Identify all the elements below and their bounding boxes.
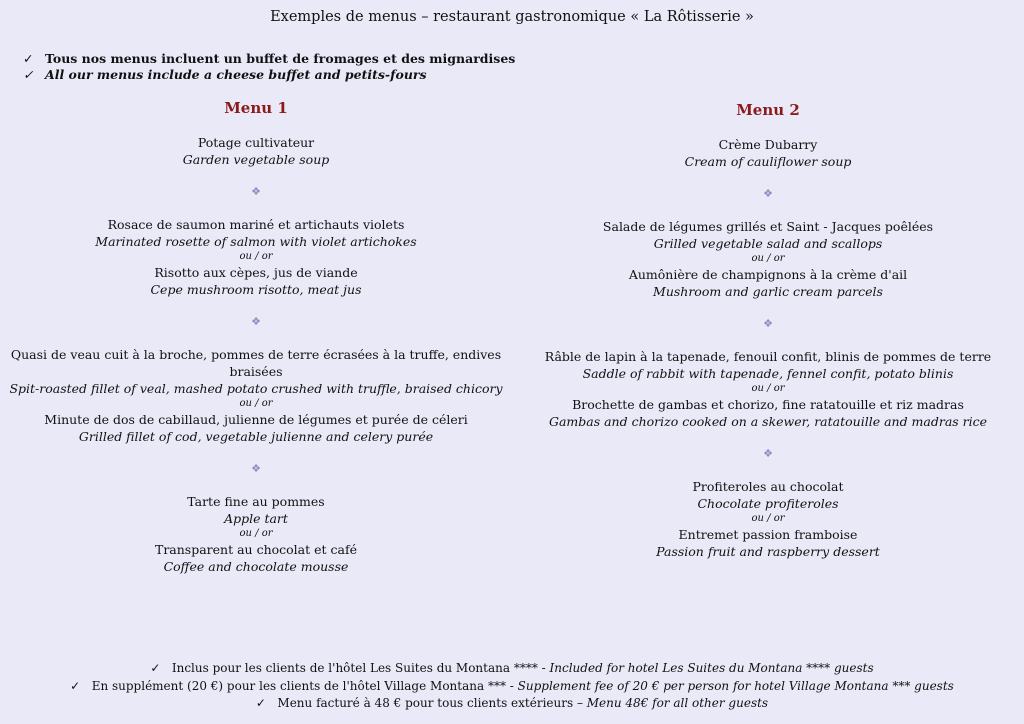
dish-fr: Râble de lapin à la tapenade, fenouil confit, blinis de pommes de terre xyxy=(544,349,992,364)
dish-en: Gambas and chorizo cooked on a skewer, ratatouille and madras rice xyxy=(548,414,988,429)
dish-en: Cream of cauliflower soup xyxy=(684,154,852,169)
dish-en: Cepe mushroom risotto, meat jus xyxy=(150,282,362,297)
intro-line-en xyxy=(23,67,427,82)
dish-en: Passion fruit and raspberry dessert xyxy=(656,544,880,559)
footer-line xyxy=(0,679,1024,693)
checkmark-icon: ✓ xyxy=(255,696,266,710)
or-label: ou / or xyxy=(239,528,273,539)
separator-icon: ❖ xyxy=(763,317,773,330)
checkmark-icon: ✓ xyxy=(150,661,161,675)
dish-fr: Transparent au chocolat et café xyxy=(154,542,357,557)
dish-fr: Salade de légumes grillés et Saint - Jacques poêlées xyxy=(602,219,934,234)
separator-icon: ❖ xyxy=(251,462,261,475)
dish-fr: Risotto aux cèpes, jus de viande xyxy=(154,265,358,280)
dish-fr: Brochette de gambas et chorizo, fine ratatouille et riz madras xyxy=(572,397,964,412)
dish-fr: Tarte fine au pommes xyxy=(187,494,325,509)
checkmark-icon: ✓ xyxy=(23,67,34,82)
or-label: ou / or xyxy=(751,383,785,394)
dish-en: Chocolate profiteroles xyxy=(697,496,839,511)
dish-en: Mushroom and garlic cream parcels xyxy=(653,284,883,299)
dish-en: Apple tart xyxy=(224,511,288,526)
intro-line-fr xyxy=(23,51,515,66)
footer-line xyxy=(0,661,1024,675)
menu-1 xyxy=(0,100,512,575)
dish-en: Grilled fillet of cod, vegetable julienne and celery purée xyxy=(78,429,434,444)
separator-icon: ❖ xyxy=(251,185,261,198)
footer-fr: En supplément (20 €) pour les clients de l'hôtel Village Montana *** - xyxy=(91,679,518,693)
separator-icon: ❖ xyxy=(763,187,773,200)
dish-en: Grilled vegetable salad and scallops xyxy=(653,236,883,251)
footer-fr: Menu facturé à 48 € pour tous clients extérieurs – xyxy=(277,696,587,710)
separator-icon: ❖ xyxy=(251,315,261,328)
dish-en: Spit-roasted fillet of veal, mashed potato crushed with truffle, braised chicory xyxy=(9,381,503,396)
dish-fr: Minute de dos de cabillaud, julienne de légumes et purée de céleri xyxy=(44,412,468,427)
footer-en: Supplement fee of 20 € per person for hotel Village Montana *** guests xyxy=(517,679,954,693)
dish-fr: Rosace de saumon mariné et artichauts violets xyxy=(107,217,405,232)
dish-fr: Profiteroles au chocolat xyxy=(692,479,844,494)
footer-line xyxy=(0,696,1024,710)
separator-icon: ❖ xyxy=(763,447,773,460)
footer-en: Included for hotel Les Suites du Montana **** guests xyxy=(549,661,874,675)
dish-fr: Entremet passion framboise xyxy=(678,527,858,542)
checkmark-icon: ✓ xyxy=(23,51,34,66)
dish-fr: Potage cultivateur xyxy=(197,135,315,150)
checkmark-icon: ✓ xyxy=(70,679,81,693)
menu-2 xyxy=(512,102,1024,560)
dish-fr: Aumônière de champignons à la crème d'ail xyxy=(628,267,908,282)
dish-fr: Crème Dubarry xyxy=(718,137,818,152)
dish-fr: Quasi de veau cuit à la broche, pommes de terre écrasées à la truffe, endives braisées xyxy=(10,347,502,379)
or-label: ou / or xyxy=(239,398,273,409)
dish-en: Coffee and chocolate mousse xyxy=(163,559,349,574)
footer-fr: Inclus pour les clients de l'hôtel Les Suites du Montana **** - xyxy=(171,661,550,675)
page-title: Exemples de menus – restaurant gastronomique « La Rôtisserie » xyxy=(270,9,754,25)
intro-text-fr: Tous nos menus incluent un buffet de fromages et des mignardises xyxy=(45,51,516,66)
footer-en: Menu 48€ for all other guests xyxy=(586,696,769,710)
menu-title: Menu 2 xyxy=(736,101,800,119)
or-label: ou / or xyxy=(751,253,785,264)
menu-title: Menu 1 xyxy=(224,99,288,117)
dish-en: Saddle of rabbit with tapenade, fennel confit, potato blinis xyxy=(582,366,954,381)
or-label: ou / or xyxy=(751,513,785,524)
dish-en: Garden vegetable soup xyxy=(182,152,330,167)
intro-text-en: All our menus include a cheese buffet and petits-fours xyxy=(45,67,427,82)
dish-en: Marinated rosette of salmon with violet artichokes xyxy=(95,234,417,249)
or-label: ou / or xyxy=(239,251,273,262)
